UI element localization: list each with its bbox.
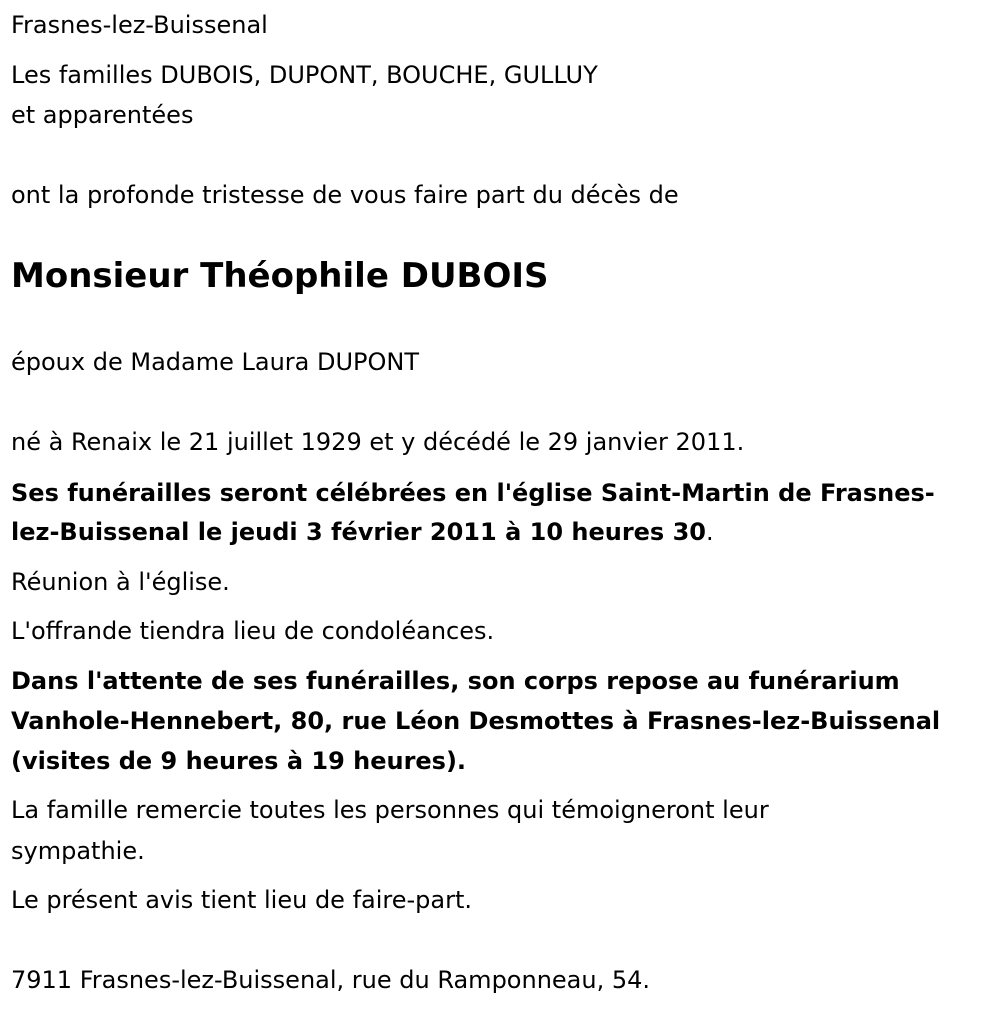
funeral-text-line2: lez-Buissenal le jeudi 3 février 2011 à 10 heures 30 bbox=[11, 518, 706, 546]
families-relatives-text: et apparentées bbox=[11, 101, 194, 129]
funeral-text-period: . bbox=[705, 518, 714, 546]
address-text: 7911 Frasnes-lez-Buissenal, rue du Ramponneau, 54. bbox=[11, 966, 651, 994]
spouse-text: époux de Madame Laura DUPONT bbox=[11, 348, 419, 376]
families-text: Les familles DUBOIS, DUPONT, BOUCHE, GULLUY bbox=[11, 61, 598, 89]
offering-text: L'offrande tiendra lieu de condoléances. bbox=[11, 617, 495, 645]
thanks-text-line2: sympathie. bbox=[11, 837, 145, 865]
notice-text: Le présent avis tient lieu de faire-part. bbox=[11, 886, 473, 914]
announcement-text: ont la profonde tristesse de vous faire part du décès de bbox=[11, 181, 679, 209]
rest-text-line3: (visites de 9 heures à 19 heures). bbox=[11, 747, 467, 775]
rest-text-line2: Vanhole-Hennebert, 80, rue Léon Desmottes à Frasnes-lez-Buissenal bbox=[11, 707, 941, 735]
funeral-text-line2-wrapper bbox=[11, 512, 714, 552]
location-text: Frasnes-lez-Buissenal bbox=[11, 11, 268, 39]
birth-death-text: né à Renaix le 21 juillet 1929 et y décédé le 29 janvier 2011. bbox=[11, 428, 745, 456]
funeral-text-line1: Ses funérailles seront célébrées en l'église Saint-Martin de Frasnes- bbox=[11, 479, 935, 507]
meeting-text: Réunion à l'église. bbox=[11, 568, 230, 596]
deceased-name: Monsieur Théophile DUBOIS bbox=[11, 256, 549, 296]
rest-text-line1: Dans l'attente de ses funérailles, son corps repose au funérarium bbox=[11, 667, 900, 695]
thanks-text-line1: La famille remercie toutes les personnes qui témoigneront leur bbox=[11, 796, 769, 824]
